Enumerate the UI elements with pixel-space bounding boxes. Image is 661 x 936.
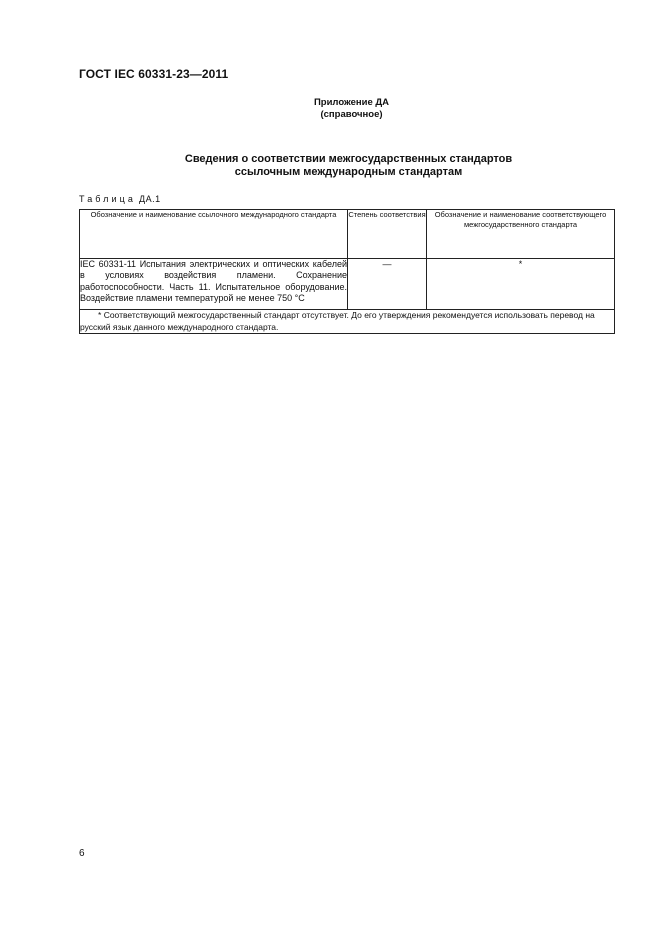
cell-degree: — [348, 259, 427, 310]
cell-reference-standard: IEC 60331-11 Испытания электрических и оптических кабелей в условиях воздействия пламени. Сохранение работоспособности. Часть 11. Испытательное оборудование. Воздействие пламени температурой не менее 750 °С [80, 259, 348, 310]
title-line-1: Сведения о соответствии межгосударственных стандартов [184, 153, 513, 165]
table-caption-word: Таблица [79, 194, 136, 204]
table-row [80, 259, 615, 310]
table-caption [79, 194, 161, 204]
document-code-header: ГОСТ IEC 60331-23—2011 [79, 67, 229, 81]
column-header-reference: Обозначение и наименование ссылочного международного стандарта [80, 210, 348, 259]
cell-national-standard: * [427, 259, 615, 310]
table-footnote [80, 310, 615, 334]
page-number: 6 [79, 848, 85, 859]
table-caption-id: ДА.1 [139, 194, 161, 204]
correspondence-table [79, 209, 615, 334]
annex-subtitle: (справочное) [320, 109, 383, 120]
column-header-national: Обозначение и наименование соответствующего межгосударственного стандарта [427, 210, 615, 259]
table-header-row [80, 210, 615, 259]
column-header-degree: Степень соответствия [348, 210, 427, 259]
title-line-2: ссылочным международным стандартам [234, 166, 463, 178]
footnote-mark: * [98, 310, 102, 320]
footnote-text: Соответствующий межгосударственный стандарт отсутствует. До его утверждения рекомендуется использовать перевод на русский язык данного международного стандарта. [80, 310, 595, 332]
annex-title: Приложение ДА [313, 97, 390, 108]
annex-heading [0, 97, 661, 121]
annex-document-title [0, 153, 661, 179]
table-footnote-row [80, 310, 615, 334]
